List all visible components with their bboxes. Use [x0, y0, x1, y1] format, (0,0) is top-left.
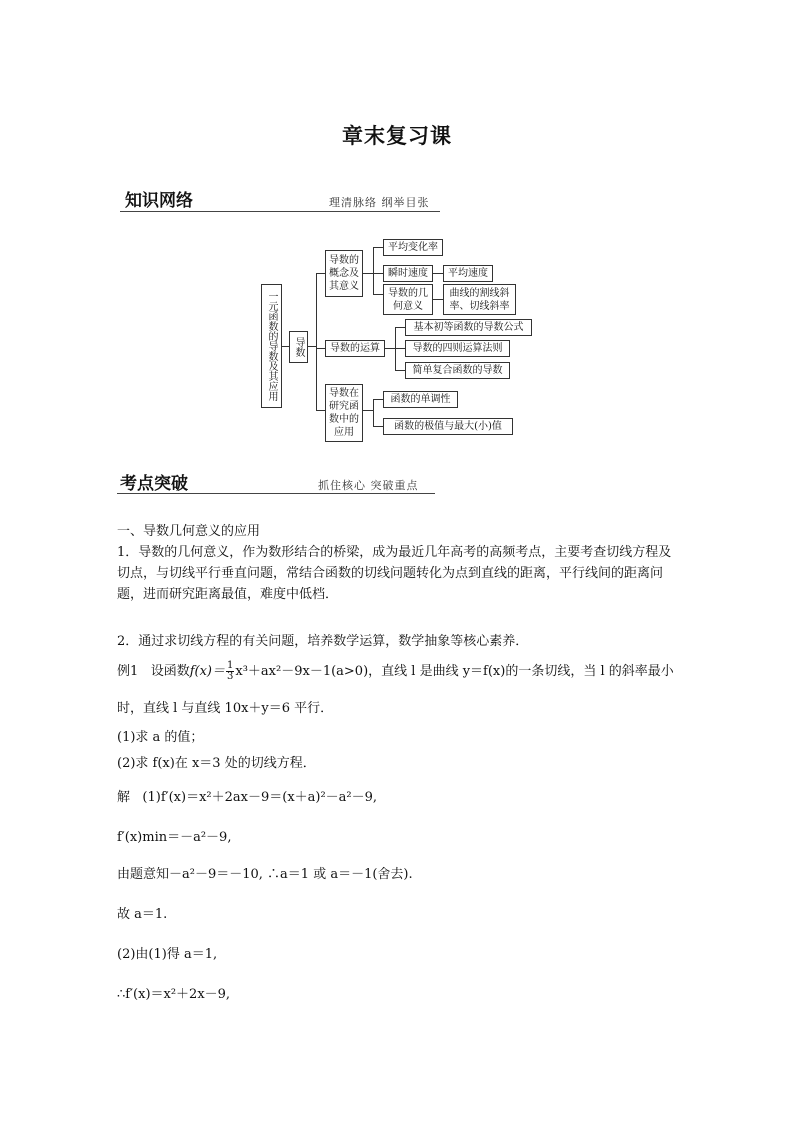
- connector: [373, 273, 383, 274]
- node-composite-function: 简单复合函数的导数: [405, 362, 510, 379]
- connector: [316, 410, 325, 411]
- solution-line-2: f′(x)min＝－a²－9,: [117, 830, 232, 845]
- section-heading-knowledge-network: 知识网络: [125, 191, 193, 211]
- section-subheading-key-points: 抓住核心 突破重点: [318, 479, 419, 492]
- knowledge-network-diagram: [0, 0, 794, 440]
- example-1-line-2: 时，直线 l 与直线 10x＋y＝6 平行．: [117, 701, 334, 716]
- connector: [433, 273, 443, 274]
- solution-line-5: (2)由(1)得 a＝1,: [117, 947, 218, 962]
- solution-line-6: ∴f′(x)＝x²＋2x－9,: [117, 987, 231, 1002]
- connector: [373, 399, 374, 426]
- question-2: (2)求 f(x)在 x＝3 处的切线方程．: [117, 756, 316, 771]
- example-function: f(x)＝: [189, 664, 225, 679]
- node-secant-tangent-slope: 曲线的割线斜率、切线斜率: [443, 284, 516, 315]
- section-heading-key-points: 考点突破: [120, 474, 188, 494]
- connector: [373, 247, 374, 294]
- connector: [316, 348, 325, 349]
- node-basic-derivative-formula: 基本初等函数的导数公式: [405, 319, 532, 336]
- question-1: (1)求 a 的值；: [117, 730, 204, 745]
- page-title: 章末复习课: [342, 123, 452, 148]
- solution-label: 解: [117, 790, 131, 805]
- connector: [395, 348, 405, 349]
- fraction-one-third: [226, 661, 234, 682]
- solution-line-3: 由题意知－a²－9＝－10, ∴a＝1 或 a＝－1(舍去).: [117, 867, 413, 882]
- branch-operation-node: 导数的运算: [325, 340, 385, 357]
- solution-step-1: (1)f′(x)＝x²＋2ax－9＝(x＋a)²－a²－9,: [142, 790, 378, 805]
- example-label: 例1: [117, 664, 139, 679]
- connector: [373, 247, 383, 248]
- connector: [282, 346, 289, 347]
- connector: [395, 370, 405, 371]
- node-average-rate: 平均变化率: [383, 239, 443, 256]
- topic-heading: 一、导数几何意义的应用: [117, 524, 261, 539]
- node-average-speed: 平均速度: [443, 265, 493, 282]
- paragraph-point-1: 1．导数的几何意义，作为数形结合的桥梁，成为最近几年高考的高频考点，主要考查切线方程及切点，与切线平行垂直问题，常结合函数的切线问题转化为点到直线的距离，平行线间的距离问题，进而研究距离最值，难度中低档．: [117, 545, 672, 602]
- node-instant-speed: 瞬时速度: [383, 265, 433, 282]
- connector: [395, 327, 405, 328]
- branch-concept-node: 导数的概念及其意义: [325, 250, 363, 297]
- connector: [363, 273, 373, 274]
- diagram-root-node: 一元函数的导数及其应用: [261, 284, 282, 408]
- connector: [316, 273, 325, 274]
- connector: [373, 399, 383, 400]
- fraction-denominator: 3: [227, 671, 234, 682]
- solution-line-4: 故 a＝1.: [117, 907, 168, 922]
- solution-line-1: [117, 786, 377, 805]
- connector: [373, 426, 383, 427]
- example-1-line-1: [117, 660, 674, 682]
- section-divider: [117, 493, 435, 494]
- node-monotonicity: 函数的单调性: [383, 391, 458, 408]
- fraction-numerator: 1: [227, 660, 234, 671]
- branch-application-node: 导数在研究函数中的应用: [325, 384, 363, 442]
- connector: [316, 273, 317, 411]
- connector: [373, 294, 383, 295]
- paragraph-point-2: 2．通过求切线方程的有关问题，培养数学运算，数学抽象等核心素养．: [117, 634, 529, 649]
- node-geometric-meaning: 导数的几何意义: [383, 284, 433, 315]
- node-arithmetic-rules: 导数的四则运算法则: [405, 340, 510, 357]
- connector: [385, 348, 395, 349]
- connector: [363, 410, 373, 411]
- example-intro: 设函数: [150, 664, 190, 679]
- example-rest: x³＋ax²－9x－1(a>0)，直线 l 是曲线 y＝f(x)的一条切线，当 l 的斜率最小: [235, 664, 674, 679]
- node-extremum-max-min: 函数的极值与最大(小)值: [383, 418, 513, 435]
- section-subheading-knowledge-network: 理清脉络 纲举目张: [329, 196, 430, 209]
- connector: [433, 299, 443, 300]
- diagram-derivative-node: 导数: [289, 331, 308, 363]
